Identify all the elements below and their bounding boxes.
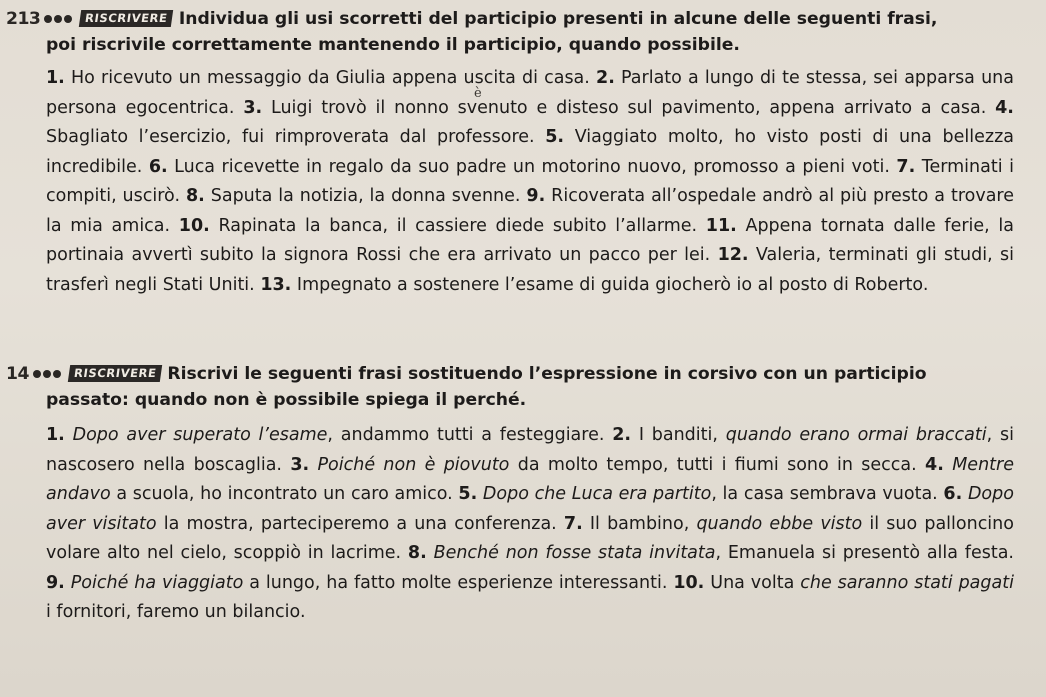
sentence bbox=[179, 216, 697, 236]
sentence-number: 7. bbox=[563, 513, 583, 534]
instruction-line-2: passato: quando non è possibile spiega il perché. bbox=[46, 390, 527, 410]
sentence bbox=[260, 275, 928, 295]
difficulty-dot bbox=[53, 370, 61, 378]
sentence bbox=[458, 484, 937, 504]
sentence-number: 5. bbox=[545, 127, 565, 147]
sentence bbox=[46, 573, 667, 593]
sentence-text: Impegnato a sostenere l’esame di guida giocherò io al posto di Roberto. bbox=[296, 274, 929, 295]
sentence bbox=[290, 455, 916, 475]
difficulty-dots bbox=[44, 6, 74, 32]
sentence-text: a scuola, ho incontrato un caro amico. bbox=[110, 484, 453, 504]
sentence bbox=[243, 98, 986, 118]
sentence-text: da molto tempo, tutti i fiumi sono in secca. bbox=[509, 454, 917, 475]
italic-expression: Dopo aver superato l’esame bbox=[72, 425, 328, 445]
instruction-line-2: poi riscrivile correttamente mantenendo il participio, quando possibile. bbox=[46, 35, 740, 55]
sentence-number: 1. bbox=[46, 68, 65, 88]
difficulty-dot bbox=[64, 15, 72, 23]
sentence-text: Viaggiato molto, ho visto posti di una bellezza incredibile. bbox=[46, 127, 1014, 177]
instruction-line-1: Riscrivi le seguenti frasi sostituendo l’espressione in corsivo con un participio bbox=[167, 364, 927, 384]
sentence-number: 2. bbox=[612, 425, 632, 445]
sentence-number: 3. bbox=[290, 454, 310, 475]
sentence-text: il suo palloncino volare alto nel cielo, scoppiò in lacrime. bbox=[46, 513, 1014, 563]
sentence-text: i fornitori, faremo un bilancio. bbox=[46, 602, 306, 622]
exercise-213-header bbox=[6, 6, 1014, 32]
sentence-text: , Emanuela si presentò alla festa. bbox=[715, 543, 1014, 563]
sentence-list bbox=[6, 421, 1014, 628]
sentence-number: 3. bbox=[243, 97, 263, 118]
sentence bbox=[149, 157, 890, 177]
sentence-text: Sbagliato l’esercizio, fui rimproverata dal professore. bbox=[46, 127, 535, 147]
italic-expression: quando ebbe visto bbox=[696, 513, 863, 534]
exercise-214-header bbox=[6, 361, 1014, 387]
sentence-text: Ricoverata all’ospedale andrò al più presto a trovare la mia amica. bbox=[46, 186, 1014, 236]
sentence-text: Terminati i compiti, uscirò. bbox=[46, 156, 1014, 206]
sentence-number: 6. bbox=[943, 484, 963, 504]
sentence-number: 4. bbox=[995, 97, 1014, 118]
sentence-text: Luca ricevette in regalo da suo padre un motorino nuovo, promosso a pieni voti. bbox=[174, 156, 890, 177]
sentence-number: 5. bbox=[458, 484, 478, 504]
italic-expression: che saranno stati pagati bbox=[800, 572, 1014, 593]
sentence bbox=[46, 68, 590, 88]
difficulty-dot bbox=[54, 15, 62, 23]
difficulty-dot bbox=[33, 370, 41, 378]
sentence-number: 8. bbox=[407, 543, 427, 563]
exercise-number: 14 bbox=[6, 364, 29, 384]
italic-expression: quando erano ormai braccati bbox=[725, 425, 987, 445]
exercise-number: 213 bbox=[6, 9, 41, 29]
sentence-number: 12. bbox=[717, 245, 749, 265]
sentence-text: Valeria, terminati gli studi, si trasferì negli Stati Uniti. bbox=[46, 245, 1014, 295]
italic-expression: Poiché ha viaggiato bbox=[70, 572, 244, 593]
sentence-text: Luigi trovò il nonno svenuto e disteso sul pavimento, appena arrivato a casa. bbox=[271, 97, 987, 118]
sentence bbox=[408, 543, 1014, 563]
sentence-number: 13. bbox=[260, 274, 292, 295]
exercise-type-badge: RISCRIVERE bbox=[68, 365, 163, 382]
sentence-text: Parlato a lungo di te stessa, sei apparsa una persona egocentrica. bbox=[46, 68, 1014, 118]
sentence-number: 6. bbox=[148, 156, 168, 177]
sentence-list bbox=[6, 64, 1014, 300]
sentence bbox=[186, 186, 521, 206]
italic-expression: Dopo aver visitato bbox=[46, 484, 1014, 534]
sentence-text: la mostra, parteciperemo a una conferenza. bbox=[156, 513, 557, 534]
handwritten-accent: è bbox=[474, 86, 482, 101]
sentence-number: 8. bbox=[185, 186, 205, 206]
sentence-text: Appena tornata dalle ferie, la portinaia avvertì subito la signora Rossi che era arrivato un pacco per lei. bbox=[46, 215, 1014, 265]
sentence-number: 1. bbox=[46, 425, 65, 445]
instruction-line-1: Individua gli usi scorretti del participio presenti in alcune delle seguenti frasi, bbox=[178, 9, 938, 29]
difficulty-dot bbox=[43, 370, 51, 378]
sentence-number: 4. bbox=[925, 454, 944, 475]
italic-expression: Dopo che Luca era partito bbox=[482, 484, 712, 504]
sentence-number: 11. bbox=[705, 215, 737, 236]
sentence-text: , si nascosero nella boscaglia. bbox=[46, 425, 1014, 475]
italic-expression: Poiché non è piovuto bbox=[317, 454, 510, 475]
exercise-214 bbox=[6, 361, 1014, 628]
exercise-type-badge: RISCRIVERE bbox=[79, 10, 174, 27]
sentence-text: , la casa sembrava vuota. bbox=[711, 484, 938, 504]
sentence-text: Una volta bbox=[710, 572, 801, 593]
sentence-text: Rapinata la banca, il cassiere diede subito l’allarme. bbox=[218, 215, 698, 236]
sentence-text: a lungo, ha fatto molte esperienze interessanti. bbox=[243, 572, 668, 593]
italic-expression: Mentre andavo bbox=[46, 454, 1014, 504]
difficulty-dots bbox=[33, 361, 63, 387]
sentence-text: Il bambino, bbox=[589, 513, 697, 534]
sentence-number: 7. bbox=[896, 156, 916, 177]
sentence-number: 10. bbox=[673, 572, 705, 593]
sentence-number: 9. bbox=[46, 572, 65, 593]
sentence-text: I banditi, bbox=[638, 425, 726, 445]
sentence-number: 10. bbox=[178, 215, 210, 236]
exercise-213 bbox=[6, 6, 1014, 351]
sentence-text: Ho ricevuto un messaggio da Giulia appena uscita di casa. bbox=[71, 68, 590, 88]
italic-expression: Benché non fosse stata invitata bbox=[433, 543, 716, 563]
sentence-text: , andammo tutti a festeggiare. bbox=[327, 425, 605, 445]
sentence-text: Saputa la notizia, la donna svenne. bbox=[210, 186, 521, 206]
difficulty-dot bbox=[44, 15, 52, 23]
sentence bbox=[46, 425, 604, 445]
sentence-number: 9. bbox=[526, 186, 546, 206]
sentence-number: 2. bbox=[596, 68, 615, 88]
